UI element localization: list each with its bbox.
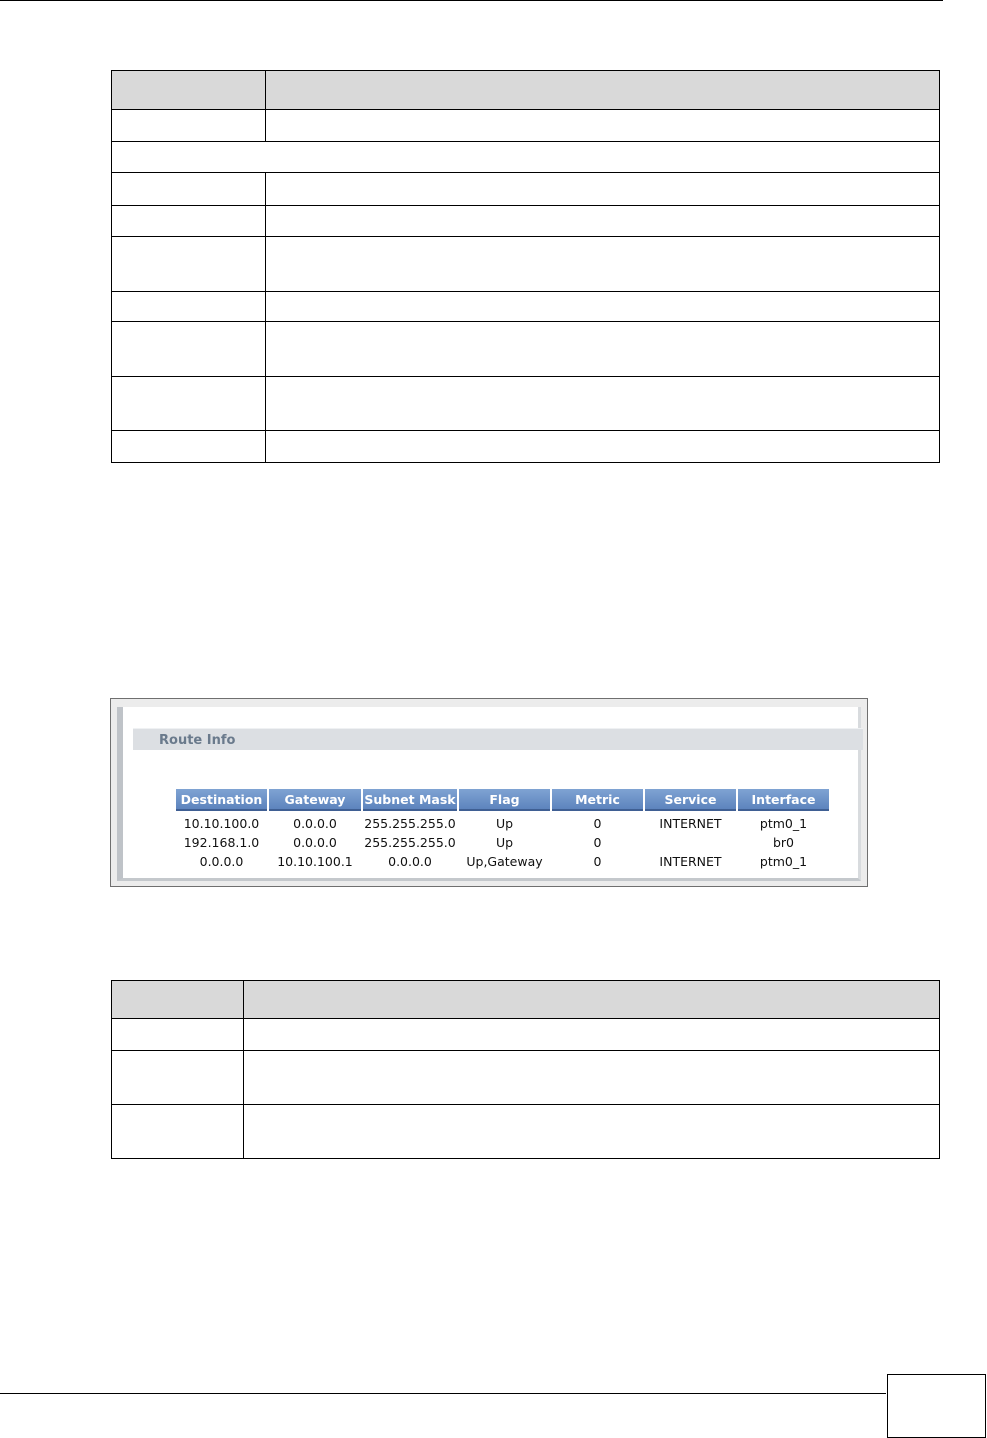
- route-info-panel: [117, 707, 861, 881]
- table-row: [176, 833, 831, 852]
- upper-table: [111, 70, 940, 463]
- table-row: [112, 1051, 940, 1105]
- footer-rule: [0, 1393, 886, 1394]
- table-row: [176, 814, 831, 833]
- route-info-title-bar: [133, 728, 863, 750]
- page-number-box: [887, 1374, 986, 1438]
- table-row: [176, 852, 831, 871]
- cell-interface: ptm0_1: [759, 854, 808, 869]
- cell-metric: 0: [593, 816, 602, 831]
- table-header-row: [112, 981, 940, 1019]
- cell-service: INTERNET: [659, 816, 722, 831]
- col-destination: Destination: [176, 789, 267, 811]
- cell-destination: 192.168.1.0: [183, 835, 260, 850]
- table-header-row: [112, 71, 940, 110]
- table-row: [112, 110, 940, 142]
- col-interface: Interface: [738, 789, 829, 811]
- lower-table: [111, 980, 940, 1159]
- cell-service: INTERNET: [659, 854, 722, 869]
- col-metric: Metric: [552, 789, 643, 811]
- route-table-header: [176, 789, 831, 811]
- cell-metric: 0: [593, 835, 602, 850]
- table-row: [112, 1105, 940, 1159]
- table-row: [112, 237, 940, 292]
- table-row: [112, 292, 940, 322]
- cell-interface: ptm0_1: [759, 816, 808, 831]
- cell-gateway: 0.0.0.0: [293, 816, 337, 831]
- cell-destination: 10.10.100.0: [183, 816, 260, 831]
- cell-subnet-mask: 255.255.255.0: [364, 835, 456, 850]
- cell-metric: 0: [593, 854, 602, 869]
- cell-gateway: 10.10.100.1: [277, 854, 353, 869]
- header-rule: [0, 0, 943, 1]
- cell-subnet-mask: 0.0.0.0: [388, 854, 432, 869]
- cell-interface: br0: [772, 835, 795, 850]
- table-row: [112, 206, 940, 237]
- table-row: [112, 431, 940, 463]
- table-section-row: [112, 142, 940, 173]
- table-row: [112, 1019, 940, 1051]
- cell-subnet-mask: 255.255.255.0: [364, 816, 456, 831]
- cell-flag: Up,Gateway: [466, 854, 543, 869]
- table-row: [112, 322, 940, 377]
- cell-service: [645, 833, 736, 852]
- cell-flag: Up: [495, 816, 514, 831]
- cell-flag: Up: [495, 835, 514, 850]
- col-flag: Flag: [459, 789, 550, 811]
- cell-gateway: 0.0.0.0: [293, 835, 337, 850]
- table-row: [112, 377, 940, 431]
- table-row: [112, 173, 940, 206]
- cell-destination: 0.0.0.0: [199, 854, 244, 869]
- col-service: Service: [645, 789, 736, 811]
- route-info-screenshot: [110, 698, 868, 887]
- col-subnet-mask: Subnet Mask: [363, 789, 457, 811]
- route-info-title: Route Info: [159, 733, 236, 748]
- col-gateway: Gateway: [269, 789, 361, 811]
